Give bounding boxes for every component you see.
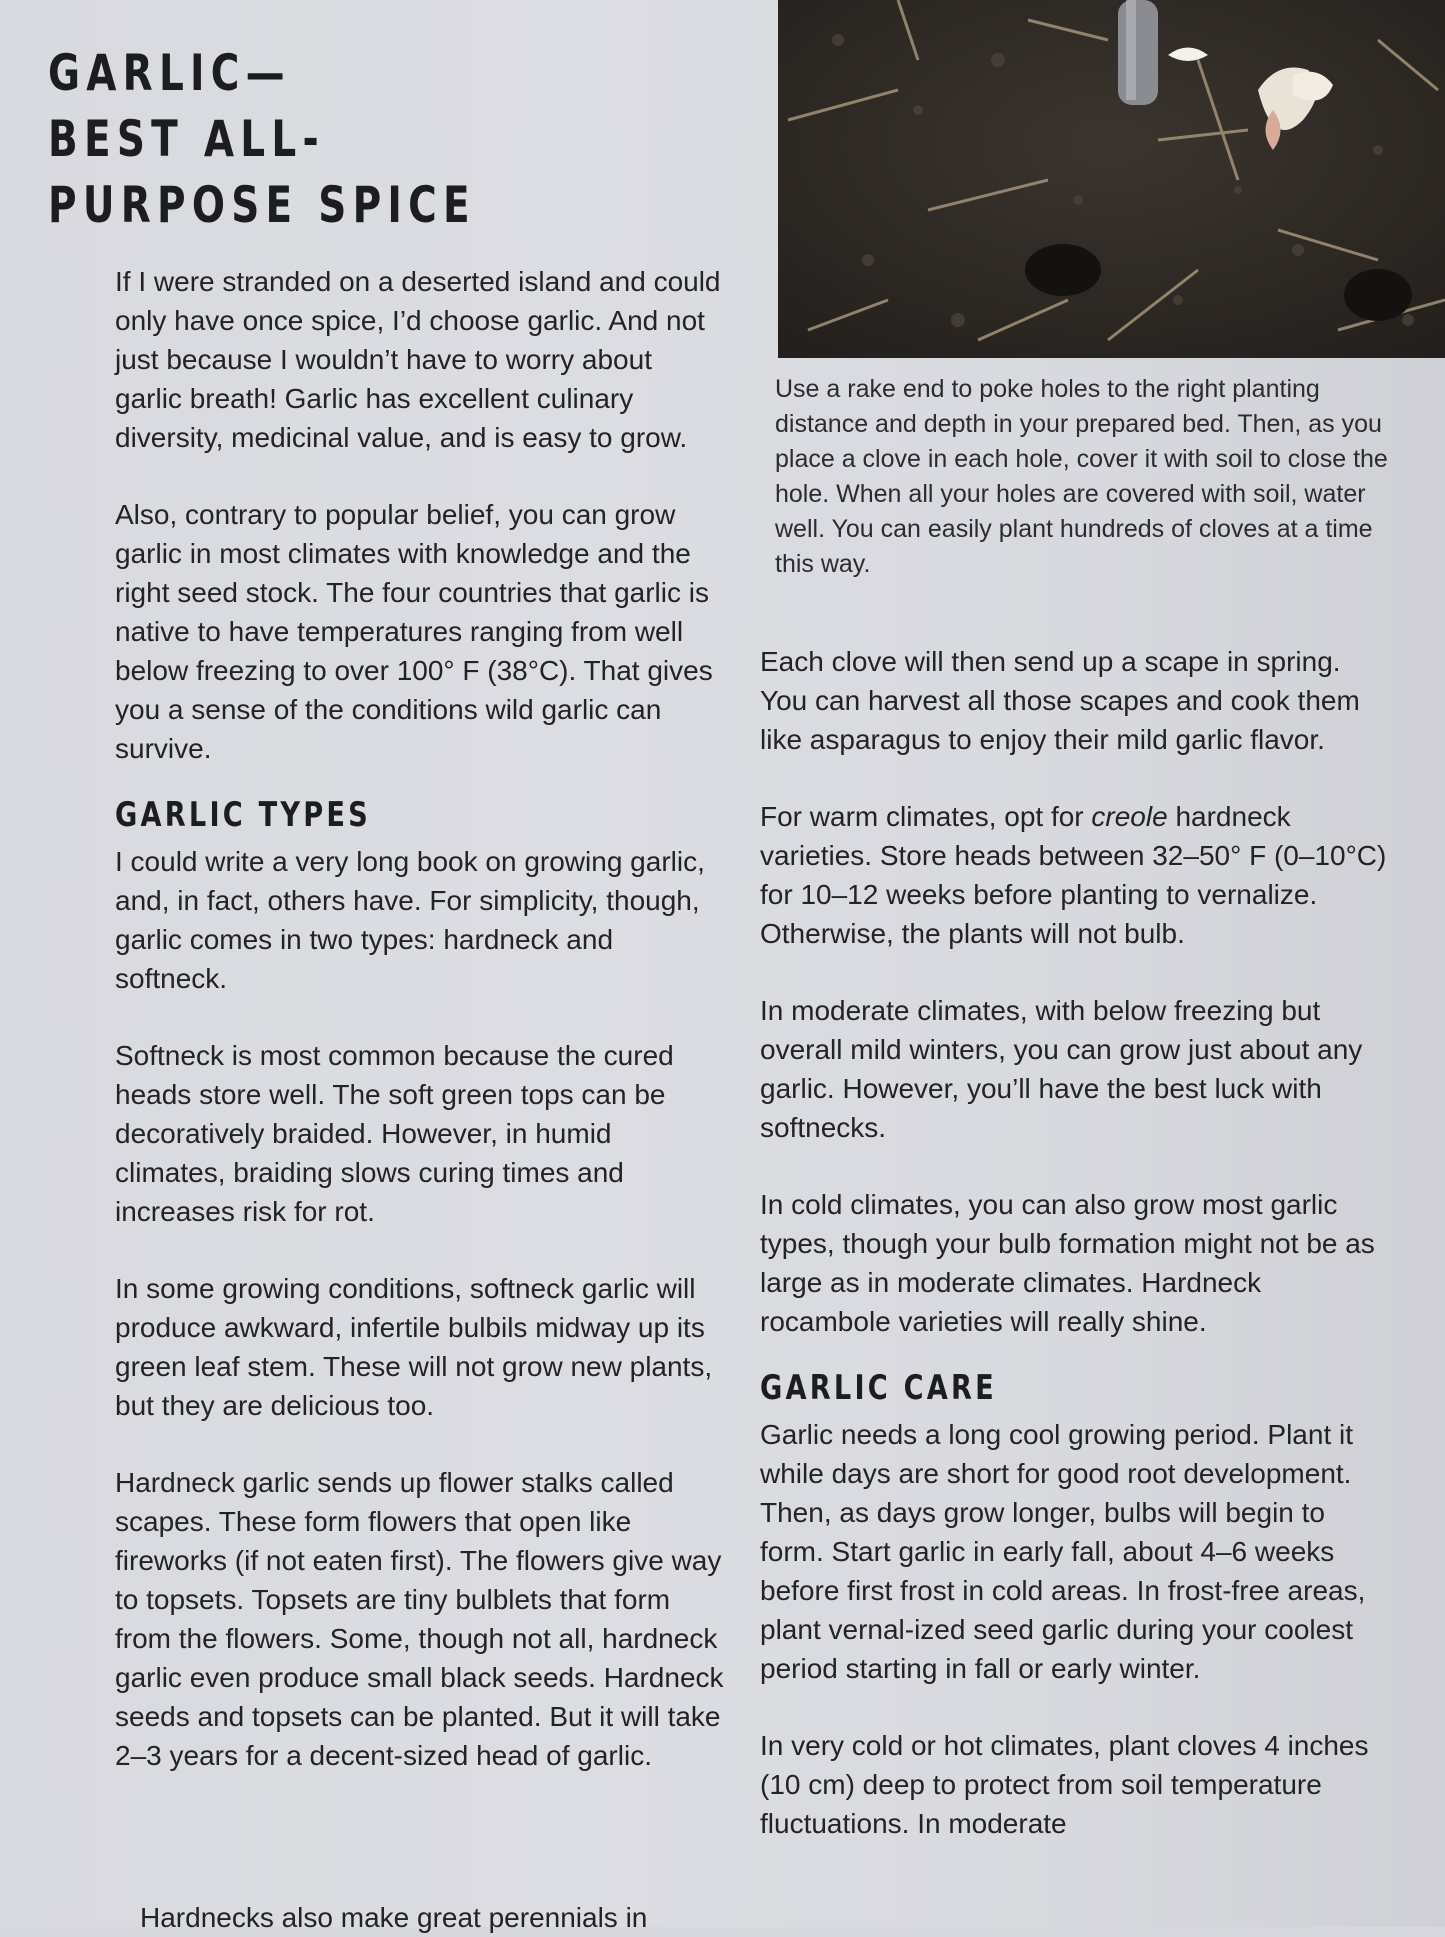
planting-photo bbox=[778, 0, 1445, 358]
page-title bbox=[48, 40, 476, 238]
types-paragraph-1: I could write a very long book on growing garlic, and, in fact, others have. For simplicity, though, garlic comes in two types: hardneck and softneck. bbox=[115, 846, 705, 994]
warm-climates-text-1: For warm climates, opt for bbox=[760, 801, 1092, 832]
types-paragraph-2: Softneck is most common because the cured heads store well. The soft green tops can be decoratively braided. However, in humid climates, braiding slows curing times and increases risk for rot. bbox=[115, 1040, 674, 1227]
intro-paragraph-1: If I were stranded on a deserted island and could only have once spice, I’d choose garlic. And not just because I wouldn’t have to worry about garlic breath! Garlic has excellent culinary diversity, medicinal value, and is easy to grow. bbox=[115, 266, 721, 453]
types-paragraph-5-cutoff: Hardnecks also make great perennials in bbox=[140, 1902, 648, 1933]
cold-climates-paragraph: In cold climates, you can also grow most garlic types, though your bulb formation might not be as large as in moderate climates. Hardneck rocambole varieties will really shine. bbox=[760, 1189, 1375, 1337]
scape-paragraph: Each clove will then send up a scape in spring. You can harvest all those scapes and cook them like asparagus to enjoy their mild garlic flavor. bbox=[760, 646, 1360, 755]
title-line-2: BEST ALL- bbox=[48, 110, 325, 168]
warm-climates-paragraph bbox=[760, 797, 1390, 953]
moderate-climates-paragraph: In moderate climates, with below freezing but overall mild winters, you can grow just about any garlic. However, you’ll have the best luck with softnecks. bbox=[760, 995, 1363, 1143]
right-column bbox=[760, 642, 1390, 1881]
garlic-types-heading: GARLIC TYPES bbox=[115, 795, 371, 835]
title-line-3: PURPOSE SPICE bbox=[48, 176, 476, 234]
intro-paragraph-2: Also, contrary to popular belief, you can grow garlic in most climates with knowledge and the right seed stock. The four countries that garlic is native to have temperatures ranging from well below freezing to over 100° F (38°C). That gives you a sense of the conditions wild garlic can survive. bbox=[115, 499, 713, 764]
garlic-care-heading: GARLIC CARE bbox=[760, 1368, 997, 1408]
care-paragraph-2: In very cold or hot climates, plant cloves 4 inches (10 cm) deep to protect from soil temperature fluctuations. In moderate bbox=[760, 1730, 1369, 1839]
title-line-1: GARLIC— bbox=[48, 44, 291, 102]
photo-caption: Use a rake end to poke holes to the right planting distance and depth in your prepared bed. Then, as you place a clove in each hole, cover it with soil to close the hole. When all your holes are covered with soil, water well. You can easily plant hundreds of cloves at a time this way. bbox=[775, 375, 1388, 578]
care-paragraph-1: Garlic needs a long cool growing period. Plant it while days are short for good root development. Then, as days grow longer, bulbs will begin to form. Start garlic in early fall, about 4–6 weeks before first frost in cold areas. In frost-free areas, plant vernal-ized seed garlic during your coolest period starting in fall or early winter. bbox=[760, 1419, 1366, 1684]
types-paragraph-4: Hardneck garlic sends up flower stalks called scapes. These form flowers that open like fireworks (if not eaten first). The flowers give way to topsets. Topsets are tiny bulblets that form from the flowers. Some, though not all, hardneck garlic even produce small black seeds. Hardneck seeds and topsets can be planted. But it will take 2–3 years for a decent-sized head of garlic. bbox=[115, 1467, 724, 1771]
warm-climates-text-2: hardneck varieties. Store heads between 32–50° F (0–10°C) for 10–12 weeks before planting to vernalize. Otherwise, the plants will not bulb. bbox=[760, 801, 1387, 949]
warm-climates-creole: creole bbox=[1091, 801, 1168, 832]
soil-photo-illustration bbox=[778, 0, 1445, 358]
types-paragraph-3: In some growing conditions, softneck garlic will produce awkward, infertile bulbils midway up its green leaf stem. These will not grow new plants, but they are delicious too. bbox=[115, 1273, 713, 1421]
left-column bbox=[115, 262, 725, 1813]
